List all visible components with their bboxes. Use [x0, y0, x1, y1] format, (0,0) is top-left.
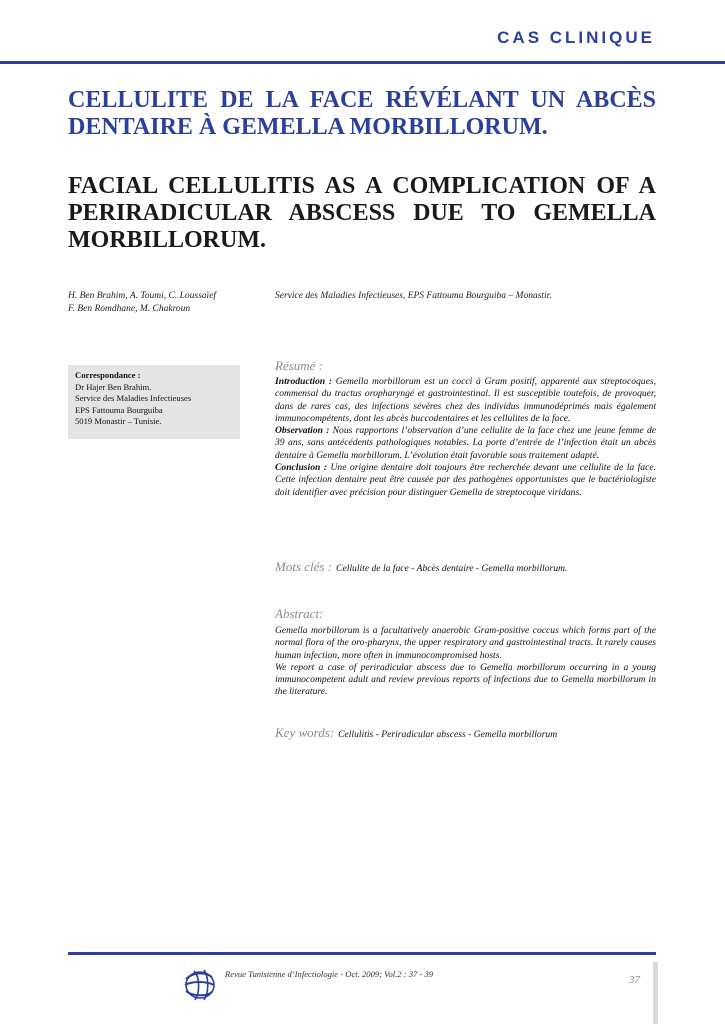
english-title: FACIAL CELLULITIS AS A COMPLICATION OF A PERIRADICULAR ABSCESS DUE TO GEMELLA MORBILLORUM.: [68, 173, 656, 253]
mots-cles-label: Mots clés :: [275, 559, 333, 574]
author-list: [68, 290, 268, 316]
bottom-divider: [68, 952, 656, 955]
introduction-label: Introduction :: [275, 376, 333, 387]
journal-logo-icon: [180, 965, 218, 1003]
correspondance-line: EPS Fattouma Bourguiba: [75, 404, 163, 415]
conclusion-label: Conclusion :: [275, 462, 327, 474]
key-words-label: Key words:: [275, 725, 335, 740]
conclusion-text: Une origine dentaire doit toujours être recherchée devant une cellulite de la face. Cette infection dentaire peut être causée par des pathogènes opportunistes que le bactériologiste doit identifier avec précision pour distinguer Gemella de streptocoque viridans.: [275, 462, 657, 498]
page-side-bar: [653, 962, 658, 1024]
key-words-text: Cellulitis - Periradicular abscess - Gemella morbillorum: [338, 729, 558, 740]
resume-conclusion: [275, 462, 656, 499]
french-title: CELLULITE DE LA FACE RÉVÉLANT UN ABCÈS DENTAIRE À GEMELLA MORBILLORUM.: [68, 87, 656, 140]
key-words: [275, 724, 656, 742]
observation-text: Nous rapportons l’observation d’une cellulite de la face chez une jeune femme de 39 ans, sans antécédents pathologiques notables. La porte d’entrée de l’infection était un abcès dentaire à Gemella morbillorum. L’évolution était favorable sous traitement adapté.: [275, 425, 657, 461]
correspondance-line: Dr Hajer Ben Brahim.: [75, 381, 152, 392]
journal-citation: Revue Tunisienne d’Infectiologie - Oct. 2009; Vol.2 : 37 - 39: [225, 969, 434, 979]
resume-introduction: [275, 376, 656, 425]
page-number: 37: [629, 974, 640, 986]
correspondance-box: [68, 365, 240, 439]
mots-cles-text: Cellulite de la face - Abcès dentaire - Gemella morbillorum.: [336, 563, 568, 574]
abstract-paragraph-1: Gemella morbillorum is a facultatively anaerobic Gram-positive coccus which forms part of the normal flora of the oro-pharynx, the upper respiratory and gastrointestinal tracts. It rarely causes human infection, more often in immunocompromised hosts.: [275, 625, 656, 661]
section-label: CAS CLINIQUE: [497, 28, 655, 47]
top-divider: [0, 61, 725, 64]
affiliation: Service des Maladies Infectieuses, EPS Fattouma Bourguiba – Monastir.: [275, 291, 552, 301]
abstract-section: [275, 607, 656, 699]
correspondance-line: Service des Maladies Infectieuses: [75, 393, 192, 403]
resume-section: [275, 359, 656, 499]
correspondance-line: 5019 Monastir – Tunisie.: [75, 416, 162, 426]
resume-observation: [275, 425, 656, 462]
introduction-text: Gemella morbillorum est un cocci à Gram positif, apparenté aux streptocoques, commensal du tractus oropharyngé et gastrointestinal. Il est susceptible toutefois, de provoquer, dans de rares cas, des infections sévères chez des individus immunodéprimés mais également immunocompétents, dont les abcès buccodentaires et les cellulites de la face.: [275, 376, 656, 424]
mots-cles: [275, 558, 656, 576]
correspondance-title: Correspondance :: [75, 370, 141, 380]
abstract-paragraph-2: We report a case of periradicular abscess due to Gemella morbillorum occurring in a young immunocompetent adult and review previous reports of infections due to Gemella morbillorum in the literature.: [275, 661, 656, 698]
resume-heading: Résumé :: [275, 358, 324, 373]
authors-line-2: F. Ben Romdhane, M. Chakroun: [68, 304, 191, 314]
authors-line-1: H. Ben Brahim, A. Toumi, C. Loussaïef: [68, 291, 217, 301]
observation-label: Observation :: [275, 425, 330, 437]
abstract-heading: Abstract:: [275, 606, 324, 621]
